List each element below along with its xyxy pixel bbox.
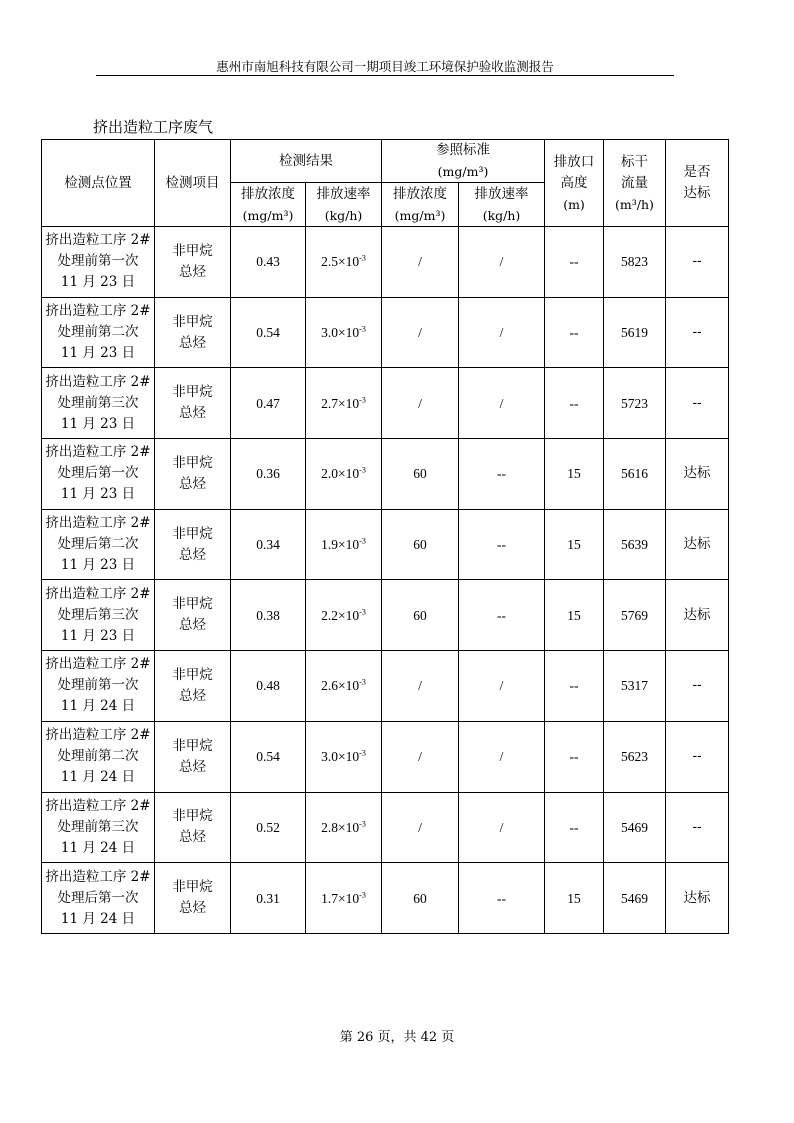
col-header-compliance: 是否 达标 <box>666 140 729 227</box>
cell-height: -- <box>545 651 604 722</box>
cell-conc: 0.52 <box>231 792 306 863</box>
cell-rate: $2.2\times 10^{-3}$ <box>306 580 382 651</box>
cell-flow: 5723 <box>604 368 666 439</box>
cell-item: 非甲烷 总烃 <box>155 227 231 298</box>
cell-std-conc: / <box>382 297 459 368</box>
cell-std-conc: / <box>382 651 459 722</box>
cell-std-conc: / <box>382 227 459 298</box>
cell-rate: $2.6\times 10^{-3}$ <box>306 651 382 722</box>
cell-height: 15 <box>545 863 604 934</box>
cell-item: 非甲烷 总烃 <box>155 297 231 368</box>
cell-rate: $2.7\times 10^{-3}$ <box>306 368 382 439</box>
cell-height: -- <box>545 721 604 792</box>
table-body <box>42 227 729 934</box>
cell-location: 挤出造粒工序 2# 处理前第二次 11 月 24 日 <box>42 721 155 792</box>
cell-compliance: -- <box>666 651 729 722</box>
cell-location: 挤出造粒工序 2# 处理前第三次 11 月 23 日 <box>42 368 155 439</box>
cell-rate: $1.9\times 10^{-3}$ <box>306 509 382 580</box>
cell-item: 非甲烷 总烃 <box>155 792 231 863</box>
cell-location: 挤出造粒工序 2# 处理前第二次 11 月 23 日 <box>42 297 155 368</box>
table-row <box>42 509 729 580</box>
table-row <box>42 792 729 863</box>
table-header <box>42 140 729 227</box>
cell-compliance: -- <box>666 368 729 439</box>
cell-height: -- <box>545 792 604 863</box>
cell-std-conc: 60 <box>382 439 459 510</box>
cell-item: 非甲烷 总烃 <box>155 368 231 439</box>
cell-item: 非甲烷 总烃 <box>155 863 231 934</box>
cell-std-rate: -- <box>459 580 545 651</box>
cell-compliance: 达标 <box>666 439 729 510</box>
table-row <box>42 863 729 934</box>
cell-compliance: -- <box>666 721 729 792</box>
cell-compliance: 达标 <box>666 863 729 934</box>
cell-compliance: -- <box>666 227 729 298</box>
cell-flow: 5469 <box>604 792 666 863</box>
col-header-standard: 参照标准 (mg/m³) <box>382 140 545 183</box>
col-header-results: 检测结果 <box>231 140 382 183</box>
cell-compliance: -- <box>666 792 729 863</box>
col-header-rate: 排放速率 (kg/h) <box>306 183 382 227</box>
cell-flow: 5823 <box>604 227 666 298</box>
cell-flow: 5469 <box>604 863 666 934</box>
cell-std-rate: / <box>459 227 545 298</box>
cell-compliance: -- <box>666 297 729 368</box>
cell-std-rate: / <box>459 792 545 863</box>
col-header-item: 检测项目 <box>155 140 231 227</box>
cell-flow: 5619 <box>604 297 666 368</box>
cell-std-conc: 60 <box>382 580 459 651</box>
cell-flow: 5769 <box>604 580 666 651</box>
cell-conc: 0.36 <box>231 439 306 510</box>
cell-std-conc: / <box>382 721 459 792</box>
cell-std-rate: / <box>459 368 545 439</box>
table-row <box>42 721 729 792</box>
page-footer: 第 26 页，共 42 页 <box>339 1030 455 1045</box>
cell-location: 挤出造粒工序 2# 处理后第二次 11 月 23 日 <box>42 509 155 580</box>
cell-rate: $2.8\times 10^{-3}$ <box>306 792 382 863</box>
monitoring-table <box>41 139 729 934</box>
col-header-flow: 标干 流量 (m³/h) <box>604 140 666 227</box>
col-header-height: 排放口 高度 (m) <box>545 140 604 227</box>
cell-std-rate: / <box>459 297 545 368</box>
cell-std-conc: / <box>382 792 459 863</box>
cell-std-rate: -- <box>459 439 545 510</box>
cell-location: 挤出造粒工序 2# 处理前第一次 11 月 24 日 <box>42 651 155 722</box>
cell-compliance: 达标 <box>666 580 729 651</box>
cell-location: 挤出造粒工序 2# 处理后第一次 11 月 23 日 <box>42 439 155 510</box>
cell-conc: 0.38 <box>231 580 306 651</box>
cell-std-rate: -- <box>459 509 545 580</box>
cell-flow: 5623 <box>604 721 666 792</box>
cell-rate: $3.0\times 10^{-3}$ <box>306 297 382 368</box>
cell-location: 挤出造粒工序 2# 处理前第一次 11 月 23 日 <box>42 227 155 298</box>
col-header-location: 检测点位置 <box>42 140 155 227</box>
cell-item: 非甲烷 总烃 <box>155 721 231 792</box>
cell-rate: $3.0\times 10^{-3}$ <box>306 721 382 792</box>
cell-conc: 0.43 <box>231 227 306 298</box>
cell-rate: $2.0\times 10^{-3}$ <box>306 439 382 510</box>
cell-height: -- <box>545 227 604 298</box>
cell-height: -- <box>545 297 604 368</box>
cell-std-conc: / <box>382 368 459 439</box>
cell-conc: 0.54 <box>231 721 306 792</box>
cell-item: 非甲烷 总烃 <box>155 580 231 651</box>
cell-height: -- <box>545 368 604 439</box>
table-row <box>42 297 729 368</box>
table-row <box>42 580 729 651</box>
cell-conc: 0.48 <box>231 651 306 722</box>
table-row <box>42 651 729 722</box>
cell-item: 非甲烷 总烃 <box>155 439 231 510</box>
section-title: 挤出造粒工序废气 <box>93 118 214 136</box>
cell-std-rate: / <box>459 721 545 792</box>
table-row <box>42 439 729 510</box>
cell-height: 15 <box>545 439 604 510</box>
col-header-std-conc: 排放浓度 (mg/m³) <box>382 183 459 227</box>
cell-location: 挤出造粒工序 2# 处理后第三次 11 月 23 日 <box>42 580 155 651</box>
cell-std-conc: 60 <box>382 863 459 934</box>
cell-rate: $1.7\times 10^{-3}$ <box>306 863 382 934</box>
cell-flow: 5639 <box>604 509 666 580</box>
cell-item: 非甲烷 总烃 <box>155 651 231 722</box>
col-header-conc: 排放浓度 (mg/m³) <box>231 183 306 227</box>
cell-conc: 0.54 <box>231 297 306 368</box>
col-header-std-rate: 排放速率 (kg/h) <box>459 183 545 227</box>
cell-conc: 0.31 <box>231 863 306 934</box>
cell-location: 挤出造粒工序 2# 处理后第一次 11 月 24 日 <box>42 863 155 934</box>
cell-item: 非甲烷 总烃 <box>155 509 231 580</box>
cell-compliance: 达标 <box>666 509 729 580</box>
cell-conc: 0.34 <box>231 509 306 580</box>
page-header: 惠州市南旭科技有限公司一期项目竣工环境保护验收监测报告 <box>96 59 674 76</box>
cell-flow: 5616 <box>604 439 666 510</box>
cell-std-conc: 60 <box>382 509 459 580</box>
table-row <box>42 368 729 439</box>
cell-location: 挤出造粒工序 2# 处理前第三次 11 月 24 日 <box>42 792 155 863</box>
cell-height: 15 <box>545 509 604 580</box>
cell-std-rate: -- <box>459 863 545 934</box>
cell-flow: 5317 <box>604 651 666 722</box>
cell-rate: $2.5\times 10^{-3}$ <box>306 227 382 298</box>
table-row <box>42 227 729 298</box>
cell-height: 15 <box>545 580 604 651</box>
cell-std-rate: / <box>459 651 545 722</box>
cell-conc: 0.47 <box>231 368 306 439</box>
